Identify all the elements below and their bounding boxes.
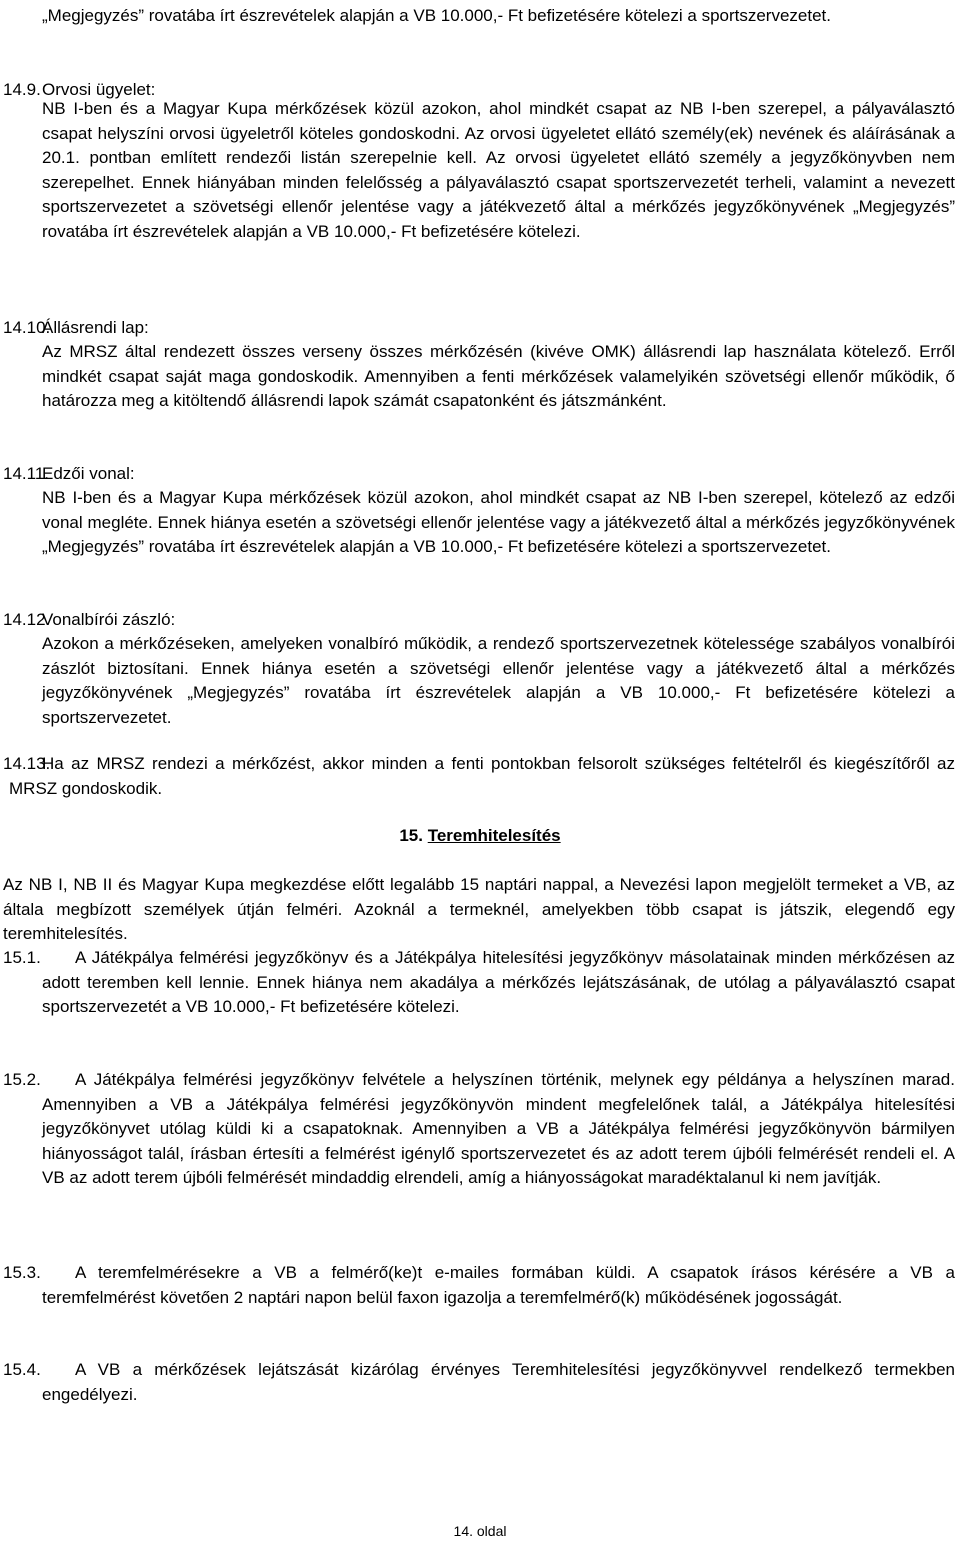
section-number-14-9: 14.9. [3, 80, 41, 99]
section-title-15: Teremhitelesítés [427, 826, 561, 845]
section-body-14-12: Azokon a mérkőzéseken, amelyeken vonalbíró működik, a rendező sportszervezetnek kötelessége szabályos vonalbírói zászlót biztosítani. Ennek hiánya esetén a szövetségi ellenőr jelentése vagy a játékvezető által a mérkőzés jegyzőkönyvének „Megjegyzés” rovatába írt észrevételek alapján a VB 10.000,- Ft befizetésére kötelezi a sportszervezetet. [42, 634, 955, 727]
intro-paragraph: „Megjegyzés” rovatába írt észrevételek alapján a VB 10.000,- Ft befizetésére kötelezi a sportszervezetet. [42, 6, 832, 25]
section-body-15-4: A VB a mérkőzések lejátszását kizárólag érvényes Teremhitelesítési jegyzőkönyvvel rendelkező termekben engedélyezi. [42, 1360, 955, 1404]
section-body-14-10: Az MRSZ által rendezett összes verseny összes mérkőzésén (kivéve OMK) állásrendi lap használata kötelező. Erről mindkét csapat saját maga gondoskodik. Amennyiben a fenti mérkőzések valamelyikén szövetségi ellenőr működik, ő határozza meg a kitöltendő állásrendi lapok számát csapatonként és játszmánként. [42, 342, 955, 410]
section-body-15-1: A Játékpálya felmérési jegyzőkönyv és a Játékpálya hitelesítési jegyzőkönyv másolatainak minden mérkőzésen az adott teremben kell lennie. Ennek hiánya nem akadálya a mérkőzés lejátszásának, de utólag a pályaválasztó csapat sportszervezetét a VB 10.000,- Ft befizetésére kötelezi. [42, 948, 955, 1016]
section-number-14-13: 14.13. [3, 754, 51, 773]
section-body-15-2: A Játékpálya felmérési jegyzőkönyv felvétele a helyszínen történik, melynek egy példánya a helyszínen marad. Amennyiben a VB a Játékpálya felmérési jegyzőkönyvön mindent megfelelőnek talál, a Játékpálya hitelesítési jegyzőkönyvet utólag küldi ki a csapatoknak. Amennyiben a VB a Játékpálya felmérési jegyzőkönyvön bármilyen hiányosságot talál, írásban értesíti a felmérést igénylő sportszervezetet és az adott terem újbóli felmérését rendeli el. A VB az adott terem újbóli felmérését mindaddig elrendeli, amíg a hiányosságokat maradéktalanul ki nem javítják. [42, 1070, 955, 1187]
section-title-14-9: Orvosi ügyelet: [42, 80, 156, 99]
section-number-14-12: 14.12. [3, 610, 51, 629]
section-number-15: 15. [399, 826, 423, 845]
section-title-14-11: Edzői vonal: [42, 464, 135, 483]
section-number-14-10: 14.10. [3, 318, 51, 337]
section-body-14-11: NB I-ben és a Magyar Kupa mérkőzések közül azokon, ahol mindkét csapat az NB I-ben szerepel, kötelező az edzői vonal megléte. Ennek hiánya esetén a szövetségi ellenőr jelentése vagy a játékvezető által a mérkőzés jegyzőkönyvének „Megjegyzés” rovatába írt észrevételek alapján a VB 10.000,- Ft befizetésére kötelezi a sportszervezetet. [42, 488, 955, 556]
section-number-14-11: 14.11. [3, 464, 50, 483]
section-number-15-3: 15.3. [3, 1263, 41, 1282]
section-title-14-12: Vonalbírói zászló: [42, 610, 176, 629]
section-body-14-9: NB I-ben és a Magyar Kupa mérkőzések közül azokon, ahol mindkét csapat az NB I-ben szerepel, a pályaválasztó csapat helyszíni orvosi ügyeletről köteles gondoskodni. Az orvosi ügyeletet ellátó személy(ek) nevének és aláírásának a 20.1. pontban említett rendezői listán szerepelnie kell. Az orvosi ügyeletet ellátó személy a jegyzőkönyvben nem szerepelhet. Ennek hiányában minden felelősség a pályaválasztó csapat sportszervezetét terheli, valamint a nevezett sportszervezetet a szövetségi ellenőr jelentése vagy a játékvezető által a mérkőzés jegyzőkönyvének „Megjegyzés” rovatába írt észrevételek alapján a VB 10.000,- Ft befizetésére kötelezi. [42, 99, 955, 241]
page-number-footer: 14. oldal [453, 1523, 507, 1539]
section-title-14-10: Állásrendi lap: [42, 318, 149, 337]
section-body-15-3: A teremfelmérésekre a VB a felmérő(ke)t e-mailes formában küldi. A csapatok írásos kérésére a VB a teremfelmérést követően 2 naptári napon belül faxon igazolja a teremfelmérő(k) működésének jogosságát. [42, 1263, 955, 1307]
section-heading-15 [0, 824, 960, 849]
section-intro-15: Az NB I, NB II és Magyar Kupa megkezdése előtt legalább 15 naptári nappal, a Nevezési lapon megjelölt termeket a VB, az általa megbízott személyek útján felméri. Azoknál a termeknél, amelyekben több csapat is játszik, elegendő egy teremhitelesítés. [3, 875, 955, 943]
section-number-15-2: 15.2. [3, 1070, 41, 1089]
section-number-15-4: 15.4. [3, 1360, 41, 1379]
section-body-14-13: Ha az MRSZ rendezi a mérkőzést, akkor minden a fenti pontokban felsorolt szükséges feltételről és kiegészítőről az MRSZ gondoskodik. [9, 754, 955, 798]
section-number-15-1: 15.1. [3, 948, 41, 967]
